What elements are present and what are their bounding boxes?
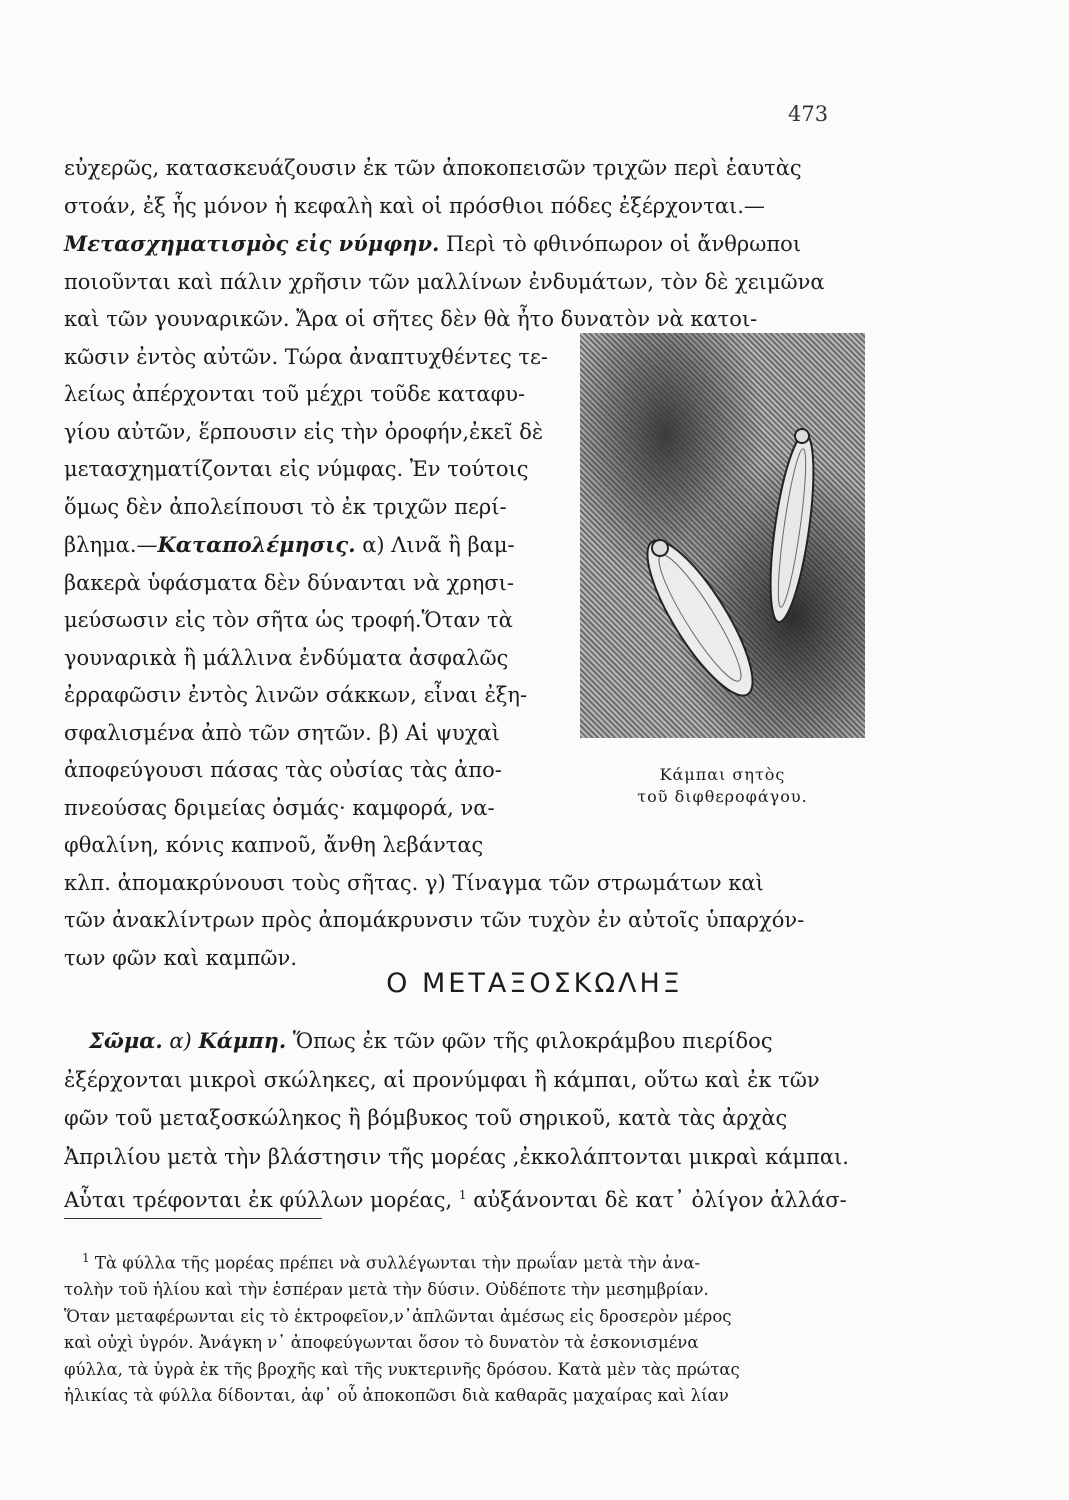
- text-fragment: Ὅπως ἐκ τῶν φῶν τῆς φιλοκράμβου πιερίδος: [292, 1029, 773, 1053]
- text-fragment: α) Λινᾶ ἢ βαμ-: [362, 533, 515, 557]
- text-line: ποιοῦνται καὶ πάλιν χρῆσιν τῶν μαλλίνων ἐνδυμάτων, τὸν δὲ χειμῶνα: [64, 269, 825, 294]
- text-line: ἀποφεύγουσι πάσας τὰς οὐσίας τὰς ἀπο-: [64, 758, 502, 782]
- footnote-ref: 1: [458, 1188, 467, 1203]
- text-line: κλπ. ἀπομακρύνουσι τοὺς σῆτας. γ) Τίναγμα τῶν στρωμάτων καὶ: [64, 870, 764, 895]
- footnote-line: καὶ οὐχὶ ὑγρόν. Ἀνάγκη ν᾽ ἀποφεύγωνται ὅσον τὸ δυνατὸν τὰ ἐσκονισμένα: [64, 1333, 699, 1352]
- text-line: βακερὰ ὑφάσματα δὲν δύνανται νὰ χρησι-: [64, 570, 514, 595]
- text-line: στοάν, ἐξ ἧς μόνον ἡ κεφαλὴ καὶ οἱ πρόσθιοι πόδες ἐξέρχονται.—: [64, 193, 765, 218]
- subheading-control: Καταπολέμησις.: [157, 532, 356, 557]
- subheading-metamorphosis: Μετασχηματισμὸς εἰς νύμφην.: [64, 231, 440, 256]
- text-line: [64, 526, 569, 565]
- text-line: γίου αὐτῶν, ἕρπουσιν εἰς τὴν ὀροφήν,ἐκεῖ δὲ: [64, 419, 544, 444]
- text-fragment: α): [169, 1029, 192, 1053]
- text-line: πνεούσας δριμείας ὀσμάς· καμφορά, να-: [64, 795, 495, 820]
- footnote-marker: 1: [82, 1251, 90, 1265]
- text-line: [64, 1176, 864, 1220]
- text-line: [64, 1022, 864, 1061]
- text-line: τῶν ἀνακλίντρων πρὸς ἀπομάκρυνσιν τῶν τυχὸν ἐν αὐτοῖς ὑπαρχόν-: [64, 908, 805, 932]
- text-fragment: βλημα.—: [64, 533, 158, 557]
- text-line: μεύσωσιν εἰς τὸν σῆτα ὡς τροφή.Ὅταν τὰ: [64, 608, 513, 632]
- footnote-divider: [64, 1218, 322, 1219]
- text-line: [64, 225, 877, 264]
- text-line: ἐξέρχονται μικροὶ σκώληκες, αἱ προνύμφαι ἢ κάμπαι, οὕτω καὶ ἐκ τῶν: [64, 1067, 820, 1092]
- section-title: Ο ΜΕΤΑΞΟΣΚΩΛΗΞ: [386, 968, 683, 999]
- text-line: ἐρραφῶσιν ἐντὸς λινῶν σάκκων, εἶναι ἐξη-: [64, 683, 528, 707]
- narrow-column: [64, 339, 569, 865]
- subheading-caterpillar: Κάμπη.: [198, 1028, 287, 1053]
- footnote-line: ἡλικίας τὰ φύλλα δίδονται, ἀφ᾽ οὗ ἀποκοπῶσι διὰ καθαρᾶς μαχαίρας καὶ λίαν: [64, 1386, 729, 1405]
- text-line: των φῶν καὶ καμπῶν.: [64, 945, 297, 970]
- figure-block: [580, 333, 865, 823]
- footnote: [64, 1245, 859, 1410]
- caterpillar-illustration: [580, 333, 865, 738]
- text-line: σφαλισμένα ἀπὸ τῶν σητῶν. β) Αἱ ψυχαὶ: [64, 720, 500, 745]
- section-body: [64, 1022, 864, 1220]
- text-line: κῶσιν ἐντὸς αὐτῶν. Τώρα ἀναπτυχθέντες τε-: [64, 344, 548, 369]
- text-line: εὐχερῶς, κατασκευάζουσιν ἐκ τῶν ἀποκοπεισῶν τριχῶν περὶ ἑαυτὰς: [64, 156, 802, 180]
- text-line: καὶ τῶν γουναρικῶν. Ἄρα οἱ σῆτες δὲν θὰ ἦτο δυνατὸν νὰ κατοι-: [64, 307, 758, 331]
- text-line: Ἀπριλίου μετὰ τὴν βλάστησιν τῆς μορέας ,ἐκκολάπτονται μικραὶ κάμπαι.: [64, 1144, 849, 1169]
- caption-line: τοῦ διφθεροφάγου.: [637, 787, 808, 806]
- text-fragment: Περὶ τὸ φθινόπωρον οἱ ἄνθρωποι: [446, 232, 802, 256]
- text-line: μετασχηματίζονται εἰς νύμφας. Ἐν τούτοις: [64, 457, 529, 481]
- figure-caption: [580, 764, 865, 808]
- footnote-line: τολὴν τοῦ ἡλίου καὶ τὴν ἑσπέραν μετὰ τὴν δύσιν. Οὐδέποτε τὴν μεσημβρίαν.: [64, 1280, 709, 1299]
- text-line: φῶν τοῦ μεταξοσκώληκος ἢ βόμβυκος τοῦ σηρικοῦ, κατὰ τὰς ἀρχὰς: [64, 1106, 788, 1131]
- text-line: φθαλίνη, κόνις καπνοῦ, ἄνθη λεβάντας: [64, 833, 484, 857]
- text-fragment: αὐξάνονται δὲ κατ᾽ ὀλίγον ἀλλάσ-: [473, 1188, 847, 1213]
- caption-line: Κάμπαι σητὸς: [659, 765, 786, 784]
- footnote-line: Ὅταν μεταφέρωνται εἰς τὸ ἐκτροφεῖον,ν᾽ἁπλῶνται ἀμέσως εἰς δροσερὸν μέρος: [64, 1306, 732, 1326]
- footnote-line: [64, 1245, 859, 1277]
- subheading-body: Σῶμα.: [89, 1028, 163, 1053]
- text-fragment: Αὗται τρέφονται ἐκ φύλλων μορέας,: [64, 1188, 453, 1213]
- text-line: ὅμως δὲν ἀπολείπουσι τὸ ἐκ τριχῶν περί-: [64, 494, 507, 519]
- text-line: γουναρικὰ ἢ μάλλινα ἐνδύματα ἀσφαλῶς: [64, 645, 509, 670]
- page-number: 473: [788, 102, 829, 126]
- footnote-line: φύλλα, τὰ ὑγρὰ ἐκ τῆς βροχῆς καὶ τῆς νυκτερινῆς δρόσου. Κατὰ μὲν τὰς πρώτας: [64, 1359, 740, 1379]
- caterpillar-drawing: [580, 333, 865, 738]
- text-line: λείως ἀπέρχονται τοῦ μέχρι τοῦδε καταφυ-: [64, 382, 526, 406]
- text-fragment: Τὰ φύλλα τῆς μορέας πρέπει νὰ συλλέγωνται τὴν πρωΐαν μετὰ τὴν ἀνα-: [94, 1253, 701, 1273]
